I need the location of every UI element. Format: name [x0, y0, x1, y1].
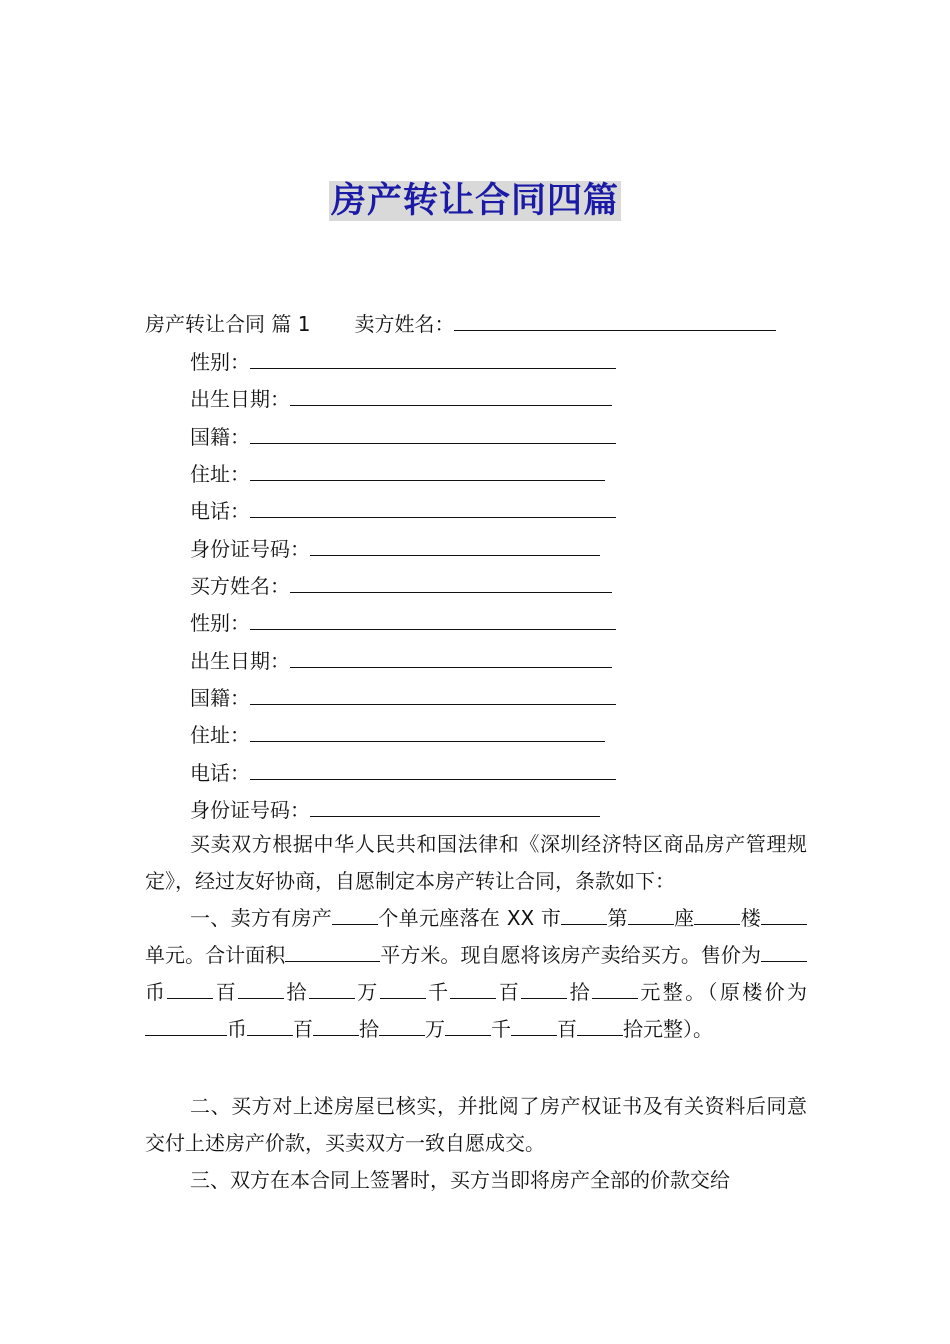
fill-blank [561, 902, 607, 925]
field-label: 电话： [190, 499, 250, 523]
fill-blank [628, 902, 674, 925]
fill-blank [577, 1013, 623, 1036]
document-title-text: 房产转让合同四篇 [330, 181, 619, 221]
field-blank [290, 645, 612, 668]
form-field [190, 570, 612, 600]
form-field [190, 719, 605, 749]
form-field [190, 346, 616, 376]
clause-text: 第 [607, 906, 628, 930]
fill-blank [145, 1013, 227, 1036]
fill-blank [511, 1013, 557, 1036]
field-label: 性别： [190, 611, 250, 635]
clause-text: 万 [354, 980, 380, 1004]
form-field [190, 645, 612, 675]
fill-blank [445, 1013, 491, 1036]
field-label: 出生日期： [190, 387, 290, 411]
fill-blank [694, 902, 740, 925]
field-blank [250, 682, 616, 705]
clause-2: 二、买方对上述房屋已核实，并批阅了房产权证书及有关资料后同意交付上述房产价款，买卖双方一致自愿成交。 [145, 1094, 807, 1155]
clause-3: 三、双方在本合同上签署时，买方当即将房产全部的价款交给 [190, 1168, 730, 1192]
clause-text: 平方米。现自愿将该房产卖给买方。售价为 [380, 943, 762, 967]
seller-name-label: 卖方姓名： [354, 312, 455, 336]
contract-heading: 房产转让合同 篇 1 [145, 312, 311, 336]
clause-text: 百 [293, 1017, 313, 1041]
field-blank [310, 533, 600, 556]
clause-text: 币 [145, 980, 168, 1004]
clause-1 [145, 900, 807, 1048]
clause-text: 单元。合计面积 [145, 943, 286, 967]
clause-text: 千 [425, 980, 451, 1004]
fill-blank [332, 902, 378, 925]
seller-name-blank [454, 308, 776, 331]
clause-text: 一、卖方有房产 [190, 906, 333, 930]
clause-text: 座 [673, 906, 695, 930]
field-blank [250, 346, 616, 369]
fill-blank [309, 976, 355, 999]
form-field [190, 794, 600, 824]
clause-text: 百 [213, 980, 239, 1004]
clause-text: 百 [557, 1017, 577, 1041]
clause-text: 拾元整）。 [623, 1017, 713, 1041]
form-field [190, 495, 616, 525]
clause-text: 拾 [567, 980, 592, 1004]
form-field [190, 458, 605, 488]
fill-blank [592, 976, 638, 999]
form-field [190, 682, 616, 712]
contract-heading-line [145, 308, 776, 338]
form-field [190, 607, 616, 637]
field-label: 国籍： [190, 425, 250, 449]
clause-text: 币 [227, 1017, 247, 1041]
field-blank [250, 757, 616, 780]
fill-blank [450, 976, 496, 999]
clause-text: 元整。（原楼价为 [637, 980, 808, 1004]
field-label: 性别： [190, 350, 250, 374]
field-blank [250, 607, 616, 630]
field-blank [290, 570, 612, 593]
field-label: 国籍： [190, 686, 250, 710]
fill-blank [285, 939, 380, 962]
form-field [190, 421, 616, 451]
field-blank [250, 495, 616, 518]
document-title [0, 178, 950, 224]
clause-text: 拾 [284, 980, 309, 1004]
field-blank [250, 458, 605, 481]
fill-blank [761, 939, 807, 962]
fill-blank [521, 976, 567, 999]
clause-text: 个单元座落在 XX 市 [378, 906, 562, 930]
field-label: 住址： [190, 723, 250, 747]
clause-text: 拾 [359, 1017, 379, 1041]
clause-text: 楼 [740, 906, 762, 930]
field-blank [250, 719, 605, 742]
form-field [190, 533, 600, 563]
field-blank [310, 794, 600, 817]
fill-blank [238, 976, 284, 999]
fill-blank [761, 902, 807, 925]
fill-blank [167, 976, 213, 999]
field-label: 身份证号码： [190, 798, 310, 822]
clause-text: 万 [425, 1017, 445, 1041]
intro-paragraph: 买卖双方根据中华人民共和国法律和《深圳经济特区商品房产管理规定》，经过友好协商，自愿制定本房产转让合同，条款如下： [145, 832, 807, 893]
field-blank [290, 383, 612, 406]
clause-text: 千 [491, 1017, 511, 1041]
fill-blank [380, 976, 426, 999]
clause-text: 百 [496, 980, 522, 1004]
field-label: 住址： [190, 462, 250, 486]
form-field [190, 383, 612, 413]
field-label: 买方姓名： [190, 574, 290, 598]
form-field [190, 757, 616, 787]
field-label: 出生日期： [190, 649, 290, 673]
field-label: 身份证号码： [190, 537, 310, 561]
fill-blank [313, 1013, 359, 1036]
field-label: 电话： [190, 761, 250, 785]
field-blank [250, 421, 616, 444]
fill-blank [379, 1013, 425, 1036]
fill-blank [247, 1013, 293, 1036]
